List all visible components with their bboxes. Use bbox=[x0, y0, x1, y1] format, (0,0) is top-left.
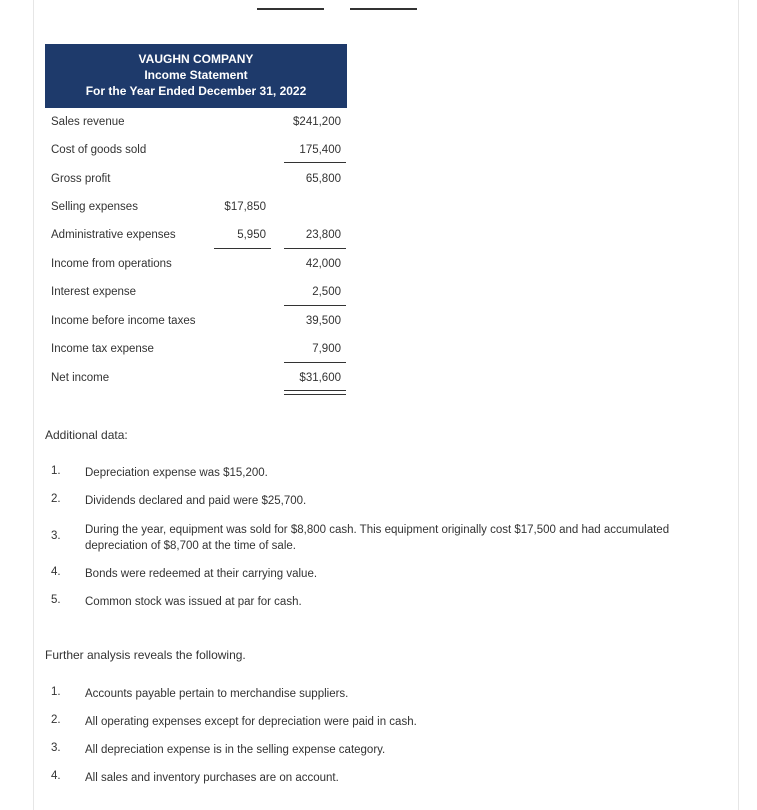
row-label: Interest expense bbox=[51, 286, 137, 298]
row-label: Income tax expense bbox=[51, 343, 154, 355]
table-row bbox=[0, 255, 757, 275]
row-label: Cost of goods sold bbox=[51, 144, 147, 156]
statement-period: For the Year Ended December 31, 2022 bbox=[85, 84, 307, 98]
table-row bbox=[0, 369, 757, 389]
row-amount: 65,800 bbox=[305, 173, 341, 185]
table-row bbox=[0, 113, 757, 133]
row-label: Sales revenue bbox=[51, 116, 125, 128]
top-rule-left bbox=[257, 8, 324, 10]
underline bbox=[284, 305, 346, 306]
table-row bbox=[0, 312, 757, 332]
table-row bbox=[0, 226, 757, 246]
company-name: VAUGHN COMPANY bbox=[138, 52, 254, 66]
row-label: Income from operations bbox=[51, 258, 172, 270]
item-text: During the year, equipment was sold for $8,800 cash. This equipment originally cost $17,500 and had accumulated depreciation of $8,700 at the time of sale. bbox=[85, 524, 670, 552]
item-text: All depreciation expense is in the selling expense category. bbox=[85, 744, 386, 756]
statement-header bbox=[45, 44, 347, 108]
double-underline bbox=[284, 390, 346, 395]
underline bbox=[284, 248, 346, 249]
item-text: All operating expenses except for depreciation were paid in cash. bbox=[85, 716, 417, 728]
item-number: 1. bbox=[51, 686, 61, 698]
row-amount: 39,500 bbox=[305, 315, 341, 327]
item-text: All sales and inventory purchases are on account. bbox=[85, 772, 339, 784]
underline bbox=[214, 248, 271, 249]
further-analysis-title: Further analysis reveals the following. bbox=[45, 648, 246, 662]
row-label: Selling expenses bbox=[51, 201, 138, 213]
row-amount: 42,000 bbox=[305, 258, 341, 270]
row-amount: 175,400 bbox=[299, 144, 341, 156]
item-number: 3. bbox=[51, 530, 61, 542]
top-rule-right bbox=[350, 8, 417, 10]
underline bbox=[284, 362, 346, 363]
item-number: 4. bbox=[51, 566, 61, 578]
item-text: Depreciation expense was $15,200. bbox=[85, 467, 268, 479]
item-number: 2. bbox=[51, 714, 61, 726]
additional-data-title: Additional data: bbox=[45, 428, 128, 442]
table-row bbox=[0, 340, 757, 360]
item-number: 3. bbox=[51, 742, 61, 754]
underline bbox=[284, 162, 346, 163]
row-label: Gross profit bbox=[51, 173, 111, 185]
row-subamount: $17,850 bbox=[224, 201, 266, 213]
item-number: 2. bbox=[51, 493, 61, 505]
table-row bbox=[0, 141, 757, 161]
table-row bbox=[0, 283, 757, 303]
row-label: Administrative expenses bbox=[51, 229, 176, 241]
item-number: 1. bbox=[51, 465, 61, 477]
statement-title: Income Statement bbox=[144, 68, 248, 82]
row-label: Income before income taxes bbox=[51, 315, 196, 327]
row-amount: $241,200 bbox=[293, 116, 341, 128]
item-text: Dividends declared and paid were $25,700. bbox=[85, 495, 307, 507]
item-text: Bonds were redeemed at their carrying value. bbox=[85, 568, 318, 580]
row-amount: 7,900 bbox=[312, 343, 341, 355]
table-row bbox=[0, 170, 757, 190]
row-label: Net income bbox=[51, 372, 110, 384]
table-row bbox=[0, 198, 757, 218]
row-subamount: 5,950 bbox=[237, 229, 266, 241]
row-amount: 2,500 bbox=[312, 286, 341, 298]
item-text: Common stock was issued at par for cash. bbox=[85, 596, 302, 608]
row-amount: $31,600 bbox=[299, 372, 341, 384]
row-amount: 23,800 bbox=[305, 229, 341, 241]
item-text: Accounts payable pertain to merchandise suppliers. bbox=[85, 688, 349, 700]
item-number: 4. bbox=[51, 770, 61, 782]
item-number: 5. bbox=[51, 594, 61, 606]
